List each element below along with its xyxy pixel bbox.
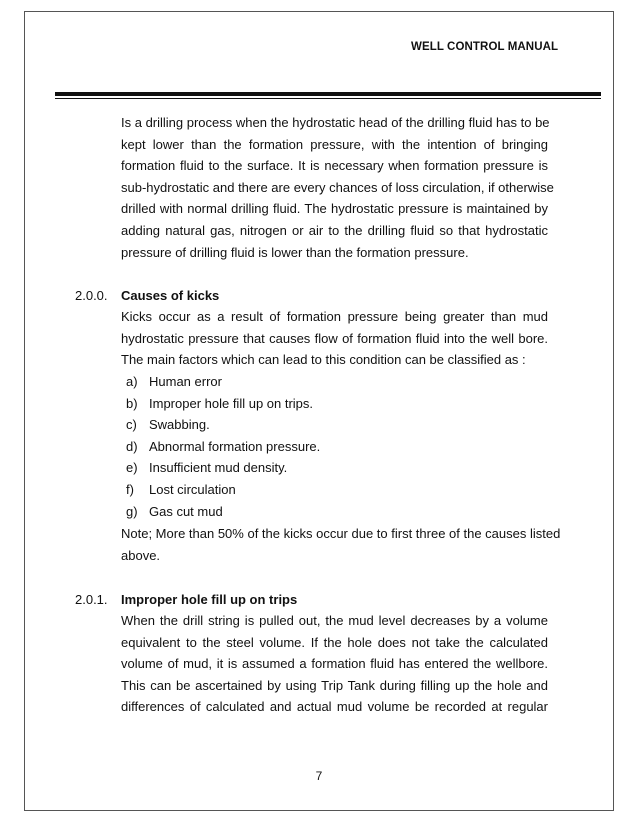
header-rule <box>55 92 601 96</box>
fillup-paragraph <box>121 610 548 718</box>
paragraph-line: This can be ascertained by using Trip Tank during filling up the hole and <box>121 677 548 693</box>
list-marker: d) <box>126 438 138 454</box>
section-heading: Improper hole fill up on trips <box>121 592 298 607</box>
list-item-text: Improper hole fill up on trips. <box>149 395 314 411</box>
section-number: 2.0.0. <box>75 288 108 303</box>
list-marker: c) <box>126 417 137 433</box>
paragraph-line: hydrostatic pressure that causes flow of formation fluid into the well bore. <box>121 330 548 346</box>
list-item <box>126 479 320 501</box>
paragraph-line: The main factors which can lead to this condition can be classified as : <box>121 352 526 368</box>
list-item <box>126 371 320 393</box>
paragraph-line: drilled with normal drilling fluid. The hydrostatic pressure is maintained by <box>121 201 548 217</box>
paragraph-line: kept lower than the formation pressure, with the intention of bringing <box>121 136 548 152</box>
paragraph-line: pressure of drilling fluid is lower than the formation pressure. <box>121 244 469 260</box>
list-marker: e) <box>126 460 138 476</box>
running-header: WELL CONTROL MANUAL <box>411 41 559 53</box>
list-marker: g) <box>126 503 138 519</box>
list-item-text: Swabbing. <box>149 417 210 433</box>
paragraph-line: adding natural gas, nitrogen or air to the drilling fluid so that hydrostatic <box>121 222 548 238</box>
paragraph-line: differences of calculated and actual mud volume be recorded at regular <box>121 699 548 715</box>
list-item-text: Gas cut mud <box>149 503 223 519</box>
list-item <box>126 414 320 436</box>
list-item <box>126 436 320 458</box>
list-marker: f) <box>126 481 134 497</box>
paragraph-line: Note; More than 50% of the kicks occur due to first three of the causes listed <box>121 526 561 541</box>
list-item <box>126 501 320 523</box>
list-item-text: Abnormal formation pressure. <box>149 438 321 454</box>
paragraph-line: volume of mud, it is assumed a formation fluid has entered the wellbore. <box>121 656 548 672</box>
paragraph-line: Kicks occur as a result of formation pressure being greater than mud <box>121 309 548 324</box>
note-paragraph <box>121 523 561 566</box>
list-marker: a) <box>126 374 138 389</box>
paragraph-line: sub-hydrostatic and there are every chances of loss circulation, if otherwise <box>121 179 554 195</box>
paragraph-line: Is a drilling process when the hydrostatic head of the drilling fluid has to be <box>121 115 550 130</box>
list-item-text: Lost circulation <box>149 481 236 497</box>
section-heading: Causes of kicks <box>121 288 220 303</box>
list-item-text: Human error <box>149 374 222 389</box>
list-item <box>126 457 320 479</box>
paragraph-line: equivalent to the steel volume. If the hole does not take the calculated <box>121 634 548 650</box>
list-item-text: Insufficient mud density. <box>149 460 288 476</box>
paragraph-line: formation fluid to the surface. It is necessary when formation pressure is <box>121 158 548 174</box>
list-item <box>126 393 320 415</box>
causes-paragraph <box>121 306 548 371</box>
section-number: 2.0.1. <box>75 592 108 607</box>
list-marker: b) <box>126 395 138 411</box>
paragraph-line: above. <box>121 547 161 563</box>
header-rule-thin <box>55 98 601 99</box>
paragraph-line: When the drill string is pulled out, the mud level decreases by a volume <box>121 613 548 628</box>
page-number: 7 <box>315 769 323 783</box>
causes-list <box>126 371 320 522</box>
intro-paragraph <box>121 112 554 263</box>
